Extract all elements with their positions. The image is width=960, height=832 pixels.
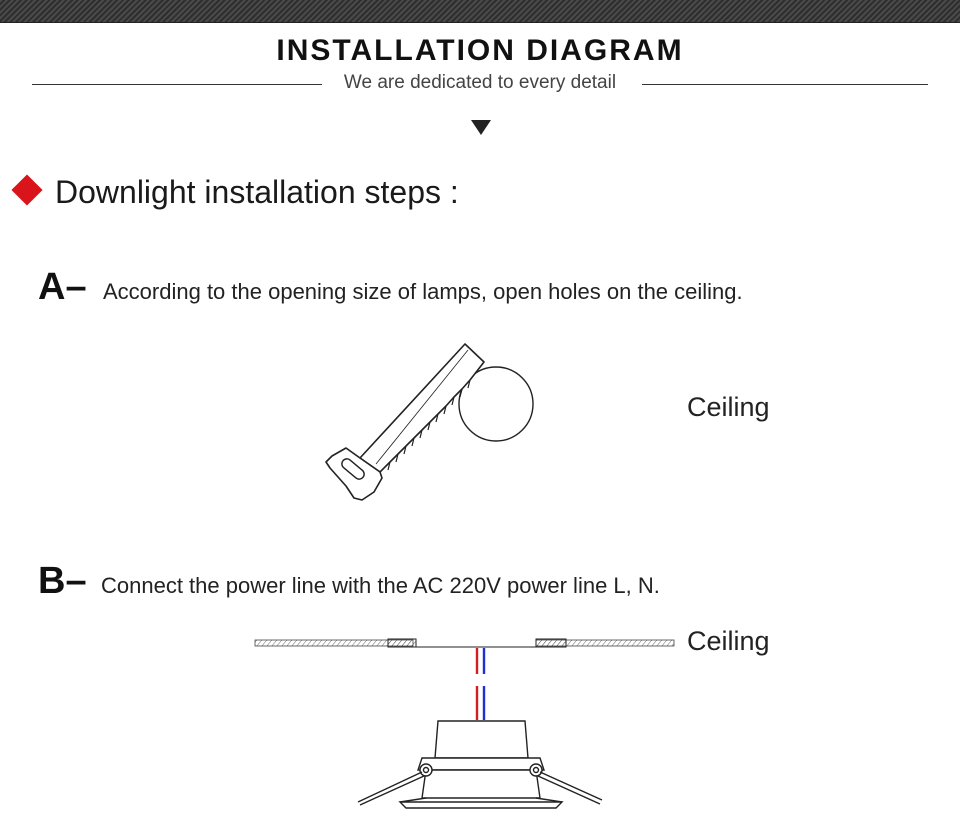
power-wires (477, 648, 484, 720)
divider-right (642, 84, 928, 85)
page-subtitle: We are dedicated to every detail (343, 72, 617, 93)
downlight-icon (250, 630, 680, 820)
saw-icon (320, 340, 540, 510)
step-a-letter: A– (38, 266, 87, 308)
ceiling-label-b: Ceiling (687, 626, 770, 656)
step-b-letter: B– (38, 560, 87, 602)
section-title: Downlight installation steps : (55, 174, 459, 210)
subtitle-row (32, 72, 928, 98)
step-a-text: According to the opening size of lamps, open holes on the ceiling. (103, 279, 743, 304)
header-pattern-bar (0, 0, 960, 23)
saw-blade-edge (376, 350, 468, 464)
ceiling-label-a: Ceiling (687, 392, 770, 422)
diamond-bullet-icon (11, 174, 42, 205)
triangle-down-icon (471, 120, 491, 135)
step-b-text: Connect the power line with the AC 220V power line L, N. (101, 573, 660, 598)
page-title: INSTALLATION DIAGRAM (276, 34, 684, 67)
ceiling-board (255, 639, 674, 647)
